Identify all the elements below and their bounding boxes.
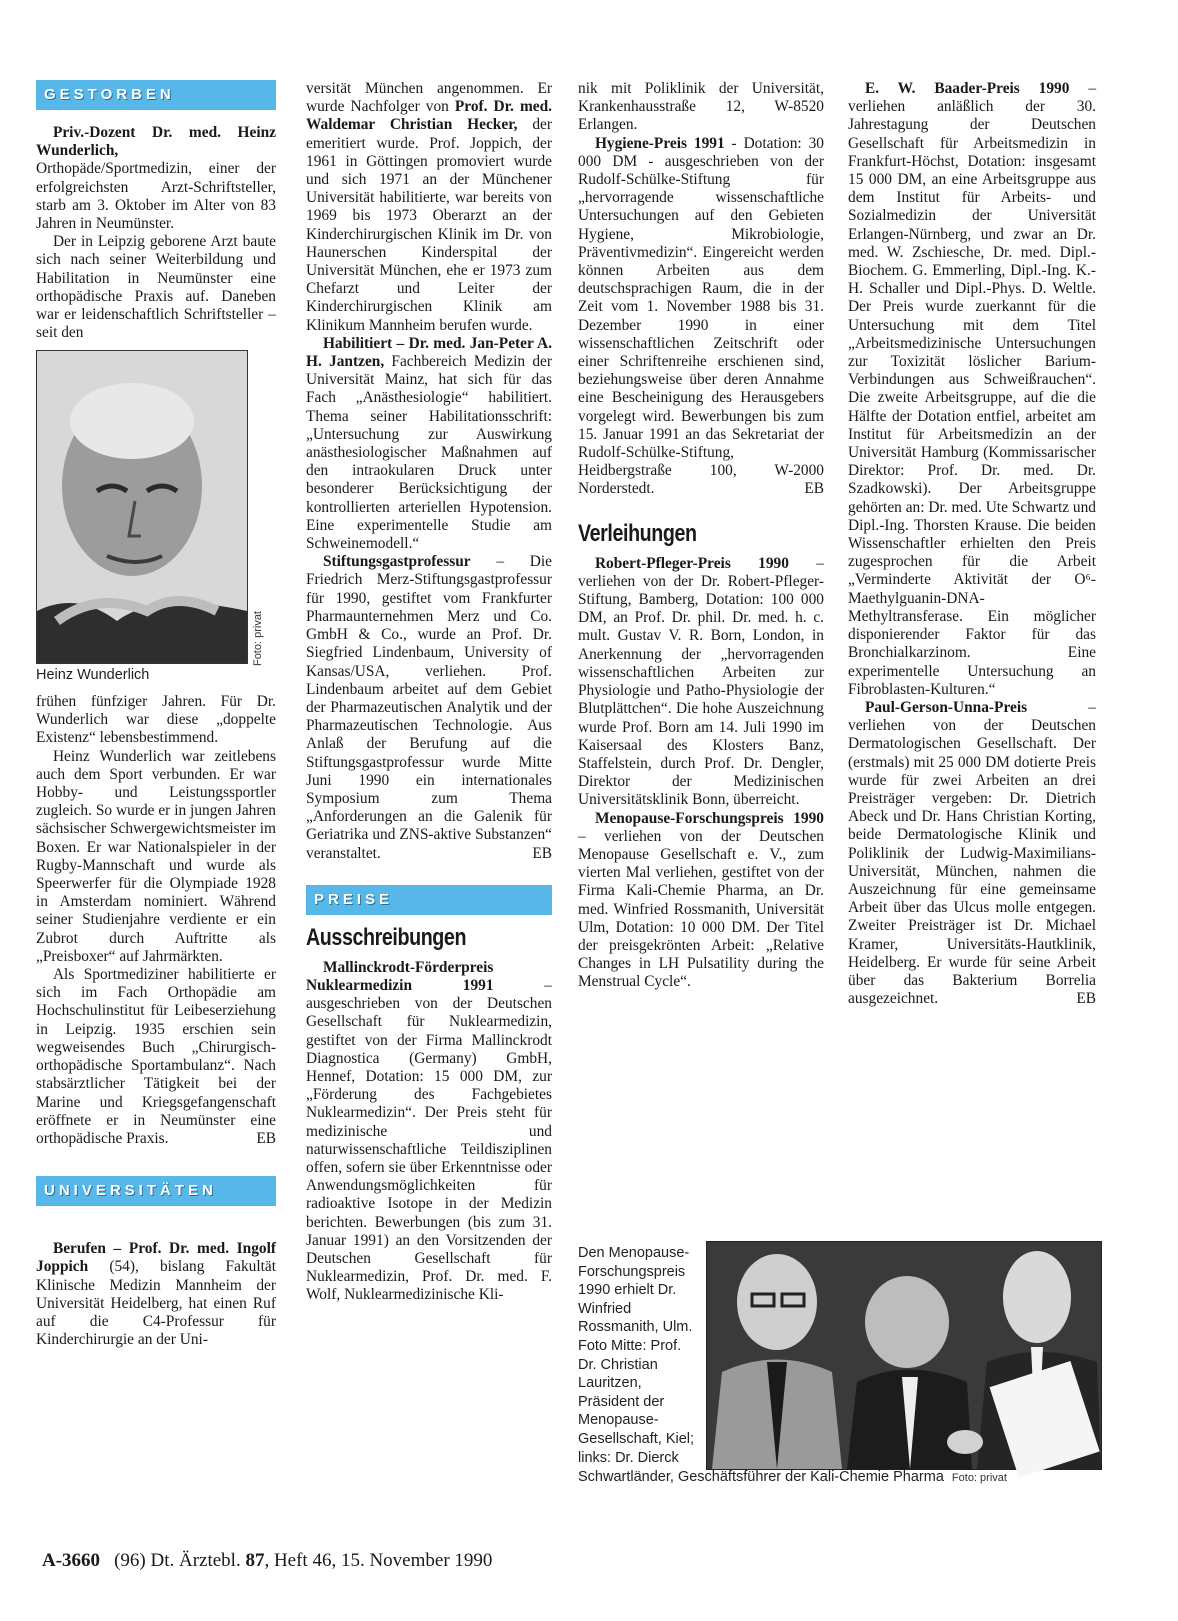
column-4 [848, 80, 1096, 1008]
author-signature: EB [1076, 990, 1096, 1008]
paragraph: versität München angenommen. Er wurde Nachfolger von Prof. Dr. med. Waldemar Christian Hecker, der emeritiert wurde. Prof. Joppich, der 1961 in Göttingen promoviert wurde und sich 1971 an der Münchener Universität habilitierte, war bereits von 1969 bis 1973 Oberarzt an der Kinderchirurgischen Klinik im Dr. von Haunerschen Kinderspital der Universität München, ehe er 1973 zum Chefarzt und Leiter der Kinderchirurgischen Klinik am Klinikum Mannheim berufen wurde. [306, 80, 553, 334]
paragraph: Mallinckrodt-Förderpreis Nuklearmedizin 1991 – ausgeschrieben von der Deutschen Gesellschaft für Nuklearmedizin, gestiftet von der Firma Mallinckrodt Diagnostica (Germany) GmbH, Hennef, Dotation: 15 000 DM, zur „Förderung des Fachgebietes Nuklearmedizin“. Der Preis steht für medizinische und naturwissenschaftliche Teildisziplinen offen, sofern sie über Erkenntnisse oder Anwendungsmöglichkeiten für radioaktive Isotope in der Medizin berichten. Bewerbungen (bis zum 31. Januar 1991) an den Vorsitzenden der Deutschen Gesellschaft für Nuklearmedizin, Prof. Dr. med. F. Wolf, Nuklearmedizinische Kli- [306, 958, 553, 1304]
section-banner-universitaeten: UNIVERSITÄTEN [36, 1176, 276, 1206]
journal-volume: 87 [245, 1550, 265, 1571]
photo-credit: Foto: privat [951, 1472, 1007, 1484]
photo-caption: Heinz Wunderlich [36, 667, 150, 684]
journal-issue: , Heft 46, 15. November 1990 [264, 1550, 493, 1571]
portrait-photo [36, 350, 264, 667]
obituary-name: Priv.-Dozent Dr. med. Heinz Wunderlich, [36, 124, 276, 160]
award-ceremony-photo [706, 1241, 1102, 1470]
paragraph: frühen fünfziger Jahren. Für Dr. Wunderlich war diese „doppelte Existenz“ lebensbestimmend. [36, 693, 276, 747]
author-signature: EB [804, 480, 824, 498]
paragraph: Berufen – Prof. Dr. med. Ingolf Joppich (54), bislang Fakultät Klinische Medizin Mannheim der Universität Heidelberg, hat einen Ruf auf die C4-Professur für Kinderchirurgie an der Uni- [36, 1240, 276, 1349]
author-signature: EB [256, 1129, 276, 1147]
column-3 [578, 80, 824, 992]
section-title-ausschreibungen: Ausschreibungen [306, 923, 467, 951]
obituary-lead: Priv.-Dozent Dr. med. Heinz Wunderlich, Orthopäde/Sportmedizin, einer der erfolgreichsten Arzt-Schriftsteller, starb am 3. Oktober im Alter von 83 Jahren in Neumünster. [36, 124, 276, 233]
photo-caption-menopause: Den Menopause-Forschungspreis 1990 erhielt Dr. Winfried Rossmanith, Ulm. Foto Mitte: Prof. Dr. Christian Lauritzen, Präsident der Menopause-Gesellschaft, Kiel; links: Dr. Dierck [578, 1245, 695, 1466]
section-title-verleihungen: Verleihungen [578, 519, 697, 547]
column-2 [306, 80, 552, 1305]
portrait-illustration [37, 351, 247, 663]
award-ceremony-illustration [707, 1242, 1101, 1469]
section-banner-gestorben: GESTORBEN [36, 80, 276, 110]
page-number: A-3660 [42, 1550, 101, 1571]
author-signature: EB [532, 844, 552, 862]
paragraph: Heinz Wunderlich war zeitlebens auch dem Sport verbunden. Er war Hobby- und Leistungssportler zugleich. So wurde er in jungen Jahren sächsischer Schwergewichtsmeister im Boxen. Er war Nationalspieler in der Rugby-Mannschaft und wurde als Speerwerfer für die Olympiade 1928 in Amsterdam nominiert. Während seiner Studienjahre verdiente er ein Zubrot durch Auftritte als „Preisboxer“ auf Jahrmärkten. [36, 747, 276, 965]
section-banner-preise: PREISE [306, 885, 552, 915]
photo-caption-tail: Schwartländer, Geschäftsführer der Kali-Chemie Pharma Foto: privat [578, 1469, 1007, 1485]
journal-citation: (96) Dt. Ärztebl. [114, 1550, 246, 1571]
photo-credit: Foto: privat [252, 611, 264, 667]
paragraph: Habilitiert – Dr. med. Jan-Peter A. H. Jantzen, Fachbereich Medizin der Universität Mainz, hat sich für das Fach „Anästhesiologie“ habilitiert. Thema seiner Habilitationsschrift: „Untersuchung zur Auswirkung anästhesiologischer Maßnahmen auf den intraokularen Druck unter besonderer Berücksichtigung der kontrollierten arteriellen Hypotension. Eine experimentelle Studie am Schweinemodell.“ [306, 334, 552, 553]
page-footer [42, 1550, 492, 1572]
column-1 [36, 80, 276, 1349]
paragraph: Als Sportmediziner habilitierte er sich im Fach Orthopädie am Hochschulinstitut für Leibeserziehung in Leipzig. 1935 erschien sein wegweisendes Buch „Chirurgisch-orthopädische Sportambulanz“. Nach stabsärztlicher Tätigkeit bei der Marine und Kriegsgefangenschaft eröffnete er in Neumünster eine orthopädische Praxis. EB [36, 966, 276, 1147]
paragraph: Stiftungsgastprofessur – Die Friedrich Merz-Stiftungsgastprofessur für 1990, gestiftet vom Frankfurter Pharmaunternehmen Merz und Co. GmbH & Co., wurde an Prof. Dr. Siegfried Lindenbaum, University of Kansas/USA, verliehen. Prof. Lindenbaum arbeitet auf dem Gebiet der Pharmazeutischen Analytik und der Pharmazeutischen Technologie. Aus Anlaß der Berufung auf die Stiftungsgastprofessur wurde Mitte Juni 1990 ein internationales Symposium zum Thema „Anforderungen an die Galenik für Geriatrika und ZNS-aktive Substanzen“ veranstaltet. EB [306, 553, 552, 862]
paragraph: Robert-Pfleger-Preis 1990 – verliehen von der Dr. Robert-Pfleger-Stiftung, Bamberg, Dotation: 100 000 DM, an Prof. Dr. phil. Dr. med. h. c. mult. Gustav V. R. Born, London, in Anerkennung der „hervorragenden wissenschaftlichen Arbeiten zur Physiologie und Patho-Physiologie der Blutplättchen“. Die hohe Auszeichnung wurde Prof. Born am 14. Juli 1990 im Kaisersaal des Klosters Banz, Staffelstein, durch Prof. Dr. Dengler, Direktor der Medizinischen Universitätsklinik Bonn, überreicht. [578, 554, 824, 809]
paragraph: Der in Leipzig geborene Arzt baute sich nach seiner Weiterbildung und Habilitation in Neumünster eine orthopädische Praxis auf. Daneben war er leidenschaftlich Schriftsteller – seit den [36, 233, 276, 342]
paragraph: E. W. Baader-Preis 1990 – verliehen anläßlich der 30. Jahrestagung der Deutschen Gesellschaft für Arbeitsmedizin in Frankfurt-Höchst, Dotation: insgesamt 15 000 DM, an eine Arbeitsgruppe aus dem Institut für Arbeits- und Sozialmedizin der Universität Erlangen-Nürnberg, und zwar an Dr. med. W. Zschiesche, Dr. med. Dipl.-Biochem. G. Emmerling, Dipl.-Ing. K.-H. Schaller und Dipl.-Phys. D. Weltle. Der Preis wurde zuerkannt für die Untersuchung mit dem Titel „Arbeitsmedizinische Untersuchungen zur Toxizität löslicher Barium-Verbindungen aus Schweißrauchen“. Die zweite Arbeitsgruppe, auf die die Hälfte der Dotation entfiel, arbeitet am Institut für Arbeitsmedizin an der Universität Hamburg (Kommissarischer Direktor: Prof. Dr. med. Dr. Szadkowski). Der Arbeitsgruppe gehörten an: Dr. med. Ute Schwartz und Dipl.-Ing. Thorsten Krause. Die beiden Wissenschaftler erhielten den Preis zugesprochen für die Arbeit „Verminderte Aktivität der O⁶-Maethylguanin-DNA-Methyltransferase. Ein möglicher disponierender Faktor für das Bronchialkarzinom. Eine experimentelle Untersuchung an Fibroblasten-Kulturen.“ [848, 80, 1097, 698]
paragraph: Paul-Gerson-Unna-Preis – verliehen von der Deutschen Dermatologischen Gesellschaft. Der (erstmals) mit 25 000 DM dotierte Preis wurde für zwei Arbeiten an drei Preisträger vergeben: Dr. Dietrich Abeck und Dr. Hans Christian Korting, beide Dermatologische Klinik und Poliklinik der Ludwig-Maximilians-Universität, München, nahmen die Auszeichnung für eine gemeinsame Arbeit über das Ulcus molle entgegen. Zweiter Preisträger ist Dr. Michael Kramer, Universitäts-Hautklinik, Heidelberg. Er wurde für seine Arbeit über das Bakterium Borrelia ausgezeichnet. EB [848, 698, 1096, 1008]
paragraph: Hygiene-Preis 1991 - Dotation: 30 000 DM - ausgeschrieben von der Rudolf-Schülke-Stiftung für „hervorragende wissenschaftliche Untersuchungen auf den Gebieten Hygiene, Mikrobiologie, Präventivmedizin“. Eingereicht werden können Arbeiten aus dem deutschsprachigen Raum, die in der Zeit vom 1. November 1988 bis 31. Dezember 1990 in einer wissenschaftlichen Zeitschrift oder einer Schriftenreihe erschienen sind, beziehungsweise über deren Annahme eine Bescheinigung des Herausgebers vorgelegt wird. Bewerbungen bis zum 15. Januar 1991 an das Sekretariat der Rudolf-Schülke-Stiftung, Heidbergstraße 100, W-2000 Norderstedt. EB [578, 134, 824, 498]
paragraph: Menopause-Forschungspreis 1990 – verliehen von der Deutschen Menopause Gesellschaft e. V., zum vierten Mal verliehen, gestiftet von der Firma Kali-Chemie Pharma, an Dr. med. Winfried Rossmanith, Universität Ulm, Dotation: 10 000 DM. Der Titel der preisgekrönten Arbeit: „Relative Changes in LH Pulsatility during the Menstrual Cycle“. [578, 809, 824, 991]
paragraph: nik mit Poliklinik der Universität, Krankenhausstraße 12, W-8520 Erlangen. [578, 80, 824, 134]
